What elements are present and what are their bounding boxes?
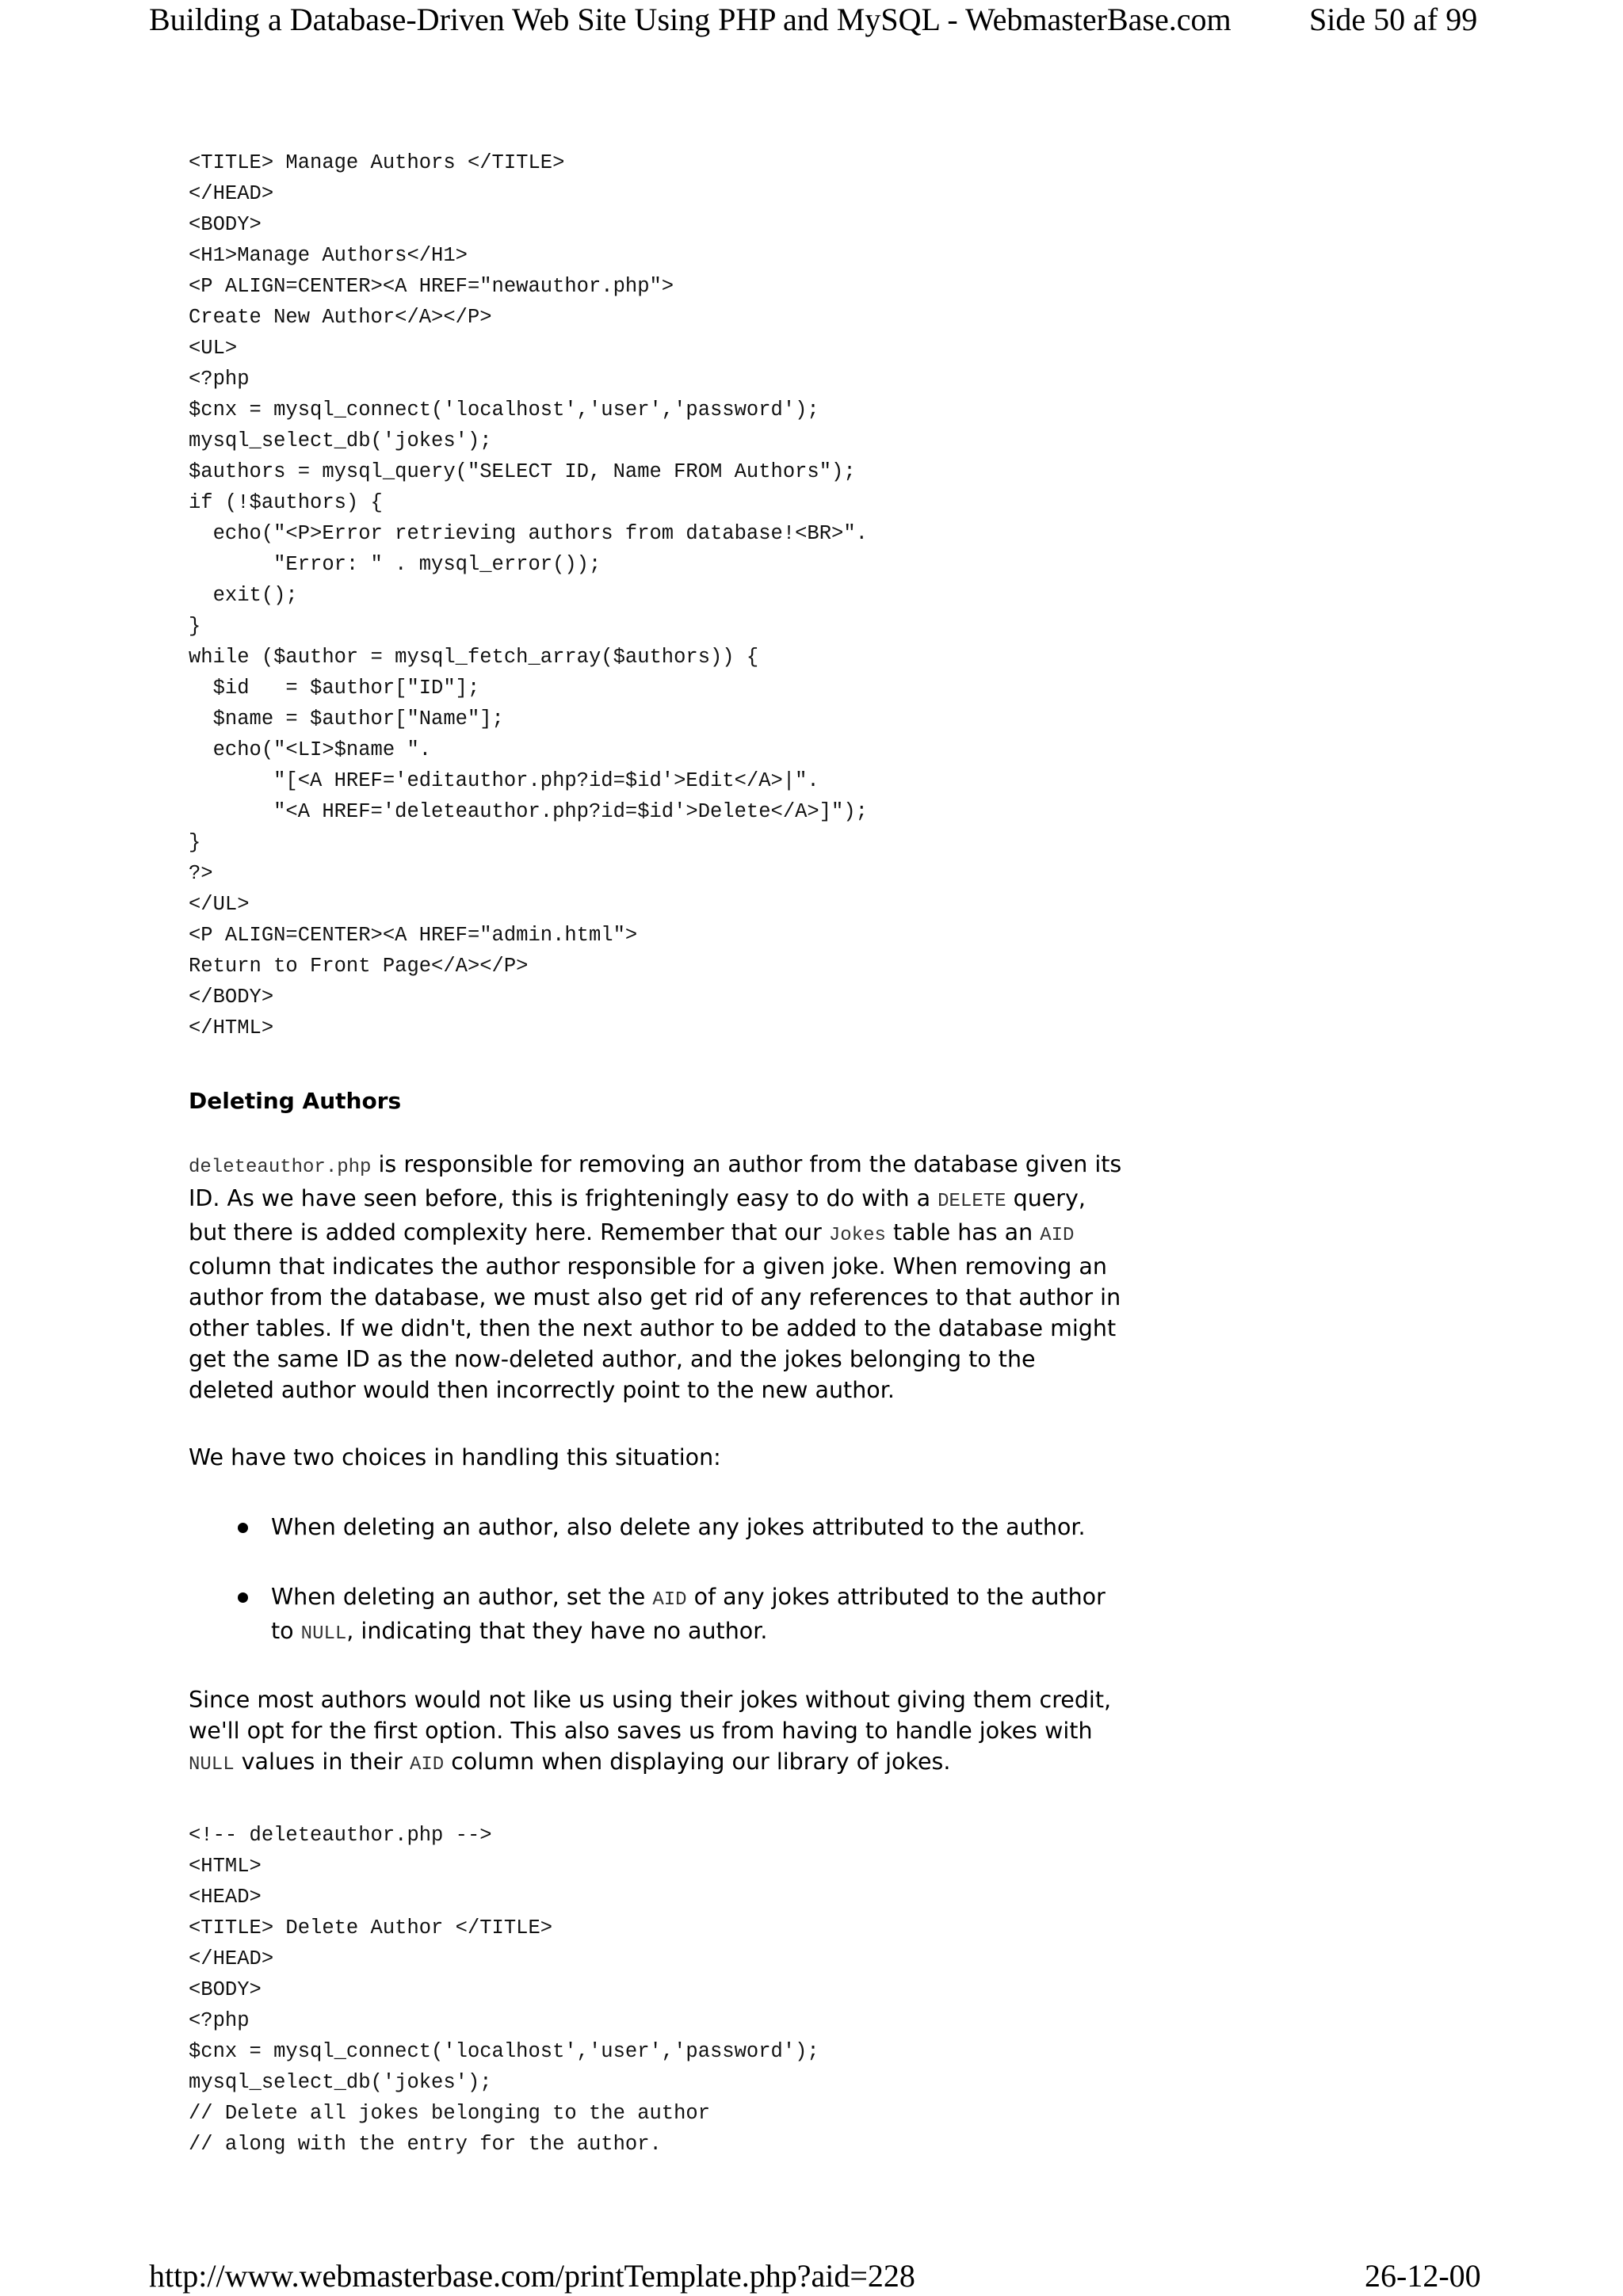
bullet-icon: [238, 1523, 248, 1533]
paragraph-text: is responsible for removing an author from the database given its ID. As we have seen before, this is frighteningly easy to do with a: [189, 1151, 1122, 1211]
paragraph-text: column when displaying our library of jokes.: [444, 1749, 951, 1775]
inline-code: DELETE: [938, 1191, 1006, 1212]
inline-code: AID: [652, 1589, 687, 1611]
list-item: [238, 1581, 1125, 1650]
list-item-text: [271, 1581, 1125, 1650]
list-item-text-part: When deleting an author, set the: [271, 1584, 653, 1610]
paragraph-two-choices: We have two choices in handling this situation:: [189, 1444, 721, 1470]
inline-code: NULL: [189, 1754, 235, 1775]
section-heading: Deleting Authors: [189, 1088, 402, 1114]
inline-code: Jokes: [828, 1225, 886, 1246]
paragraph-text: table has an: [885, 1219, 1041, 1245]
page-number: Side 50 af 99: [1309, 2, 1478, 37]
code-block-manage-authors: <TITLE> Manage Authors </TITLE> </HEAD> <BODY> <H1>Manage Authors</H1> <P ALIGN=CENTER><A HREF="newauthor.php"> Create New Author</A></P> <UL> <?php $cnx = mysql_connect('localhost','user','password'); mysql_select_db('jokes'); $authors = mysql_query("SELECT ID, Name FROM Authors"); if (!$authors) { echo("<P>Error retrieving authors from database!<BR>". "Error: " . mysql_error()); exit(); } while ($author = mysql_fetch_array($authors)) { $id = $author["ID"]; $name = $author["Name"]; echo("<LI>$name ". "[<A HREF='editauthor.php?id=$id'>Edit</A>|". "<A HREF='deleteauthor.php?id=$id'>Delete</A>]"); } ?> </UL> <P ALIGN=CENTER><A HREF="admin.html"> Return to Front Page</A></P> </BODY> </HTML>: [189, 151, 868, 1039]
print-header: [0, 0, 1623, 40]
inline-code: AID: [409, 1754, 445, 1775]
list-item-text-part: of any jokes attributed to the author to: [271, 1584, 1106, 1644]
inline-code: AID: [1040, 1225, 1075, 1246]
inline-code: NULL: [300, 1623, 347, 1645]
inline-code: deleteauthor.php: [189, 1157, 372, 1178]
paragraph-text: column that indicates the author responsible for a given joke. When removing an author from the database, we must also get rid of any references to that author in other tables. If we didn't, then the next author to be added to the database might get the same ID as the now-deleted author, and the jokes belonging to the deleted author would then incorrectly point to the new author.: [189, 1253, 1121, 1403]
paragraph-first-option: [189, 1684, 1124, 1780]
document-title: Building a Database-Driven Web Site Using PHP and MySQL - WebmasterBase.com: [149, 2, 1232, 37]
code-block-delete-author: <!-- deleteauthor.php --> <HTML> <HEAD> <TITLE> Delete Author </TITLE> </HEAD> <BODY> <?php $cnx = mysql_connect('localhost','user','password'); mysql_select_db('jokes'); // Delete all jokes belonging to the author // along with the entry for the author.: [189, 1824, 819, 2156]
footer-date: 26-12-00: [1365, 2258, 1481, 2294]
paragraph-text: Since most authors would not like us using their jokes without giving them credit, we'll opt for the first option. This also saves us from having to handle jokes with: [189, 1687, 1112, 1744]
list-item: [238, 1512, 1125, 1543]
paragraph-text: values in their: [234, 1749, 410, 1775]
footer-url: http://www.webmasterbase.com/printTemplate.php?aid=228: [149, 2258, 915, 2294]
list-item-text: When deleting an author, also delete any jokes attributed to the author.: [271, 1514, 1086, 1540]
paragraph-deleteauthor-intro: [189, 1149, 1124, 1405]
list-item-text-part: , indicating that they have no author.: [346, 1618, 768, 1644]
bullet-icon: [238, 1592, 248, 1603]
paragraph-text: query, but there is added complexity here. Remember that our: [189, 1185, 1086, 1245]
